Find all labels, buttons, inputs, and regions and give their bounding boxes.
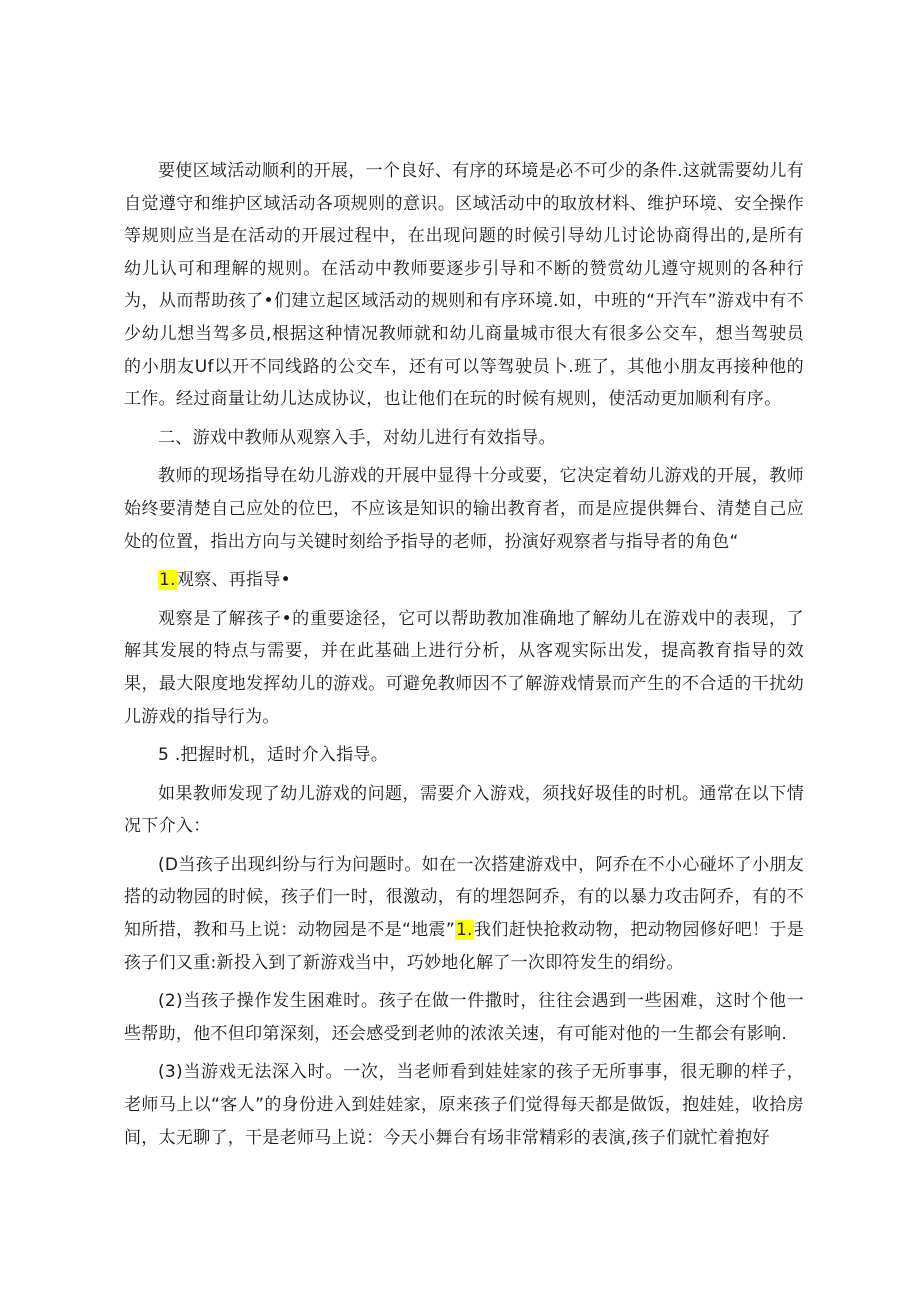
subheading-timing: 5 .把握时机，适时介入指导。: [158, 745, 389, 766]
subheading-observe: [124, 564, 804, 597]
highlighted-number: 1.: [159, 570, 176, 591]
document-body: [124, 155, 804, 1154]
paragraph-case-2: (2)当孩子操作发生困难时。孩子在做一件撒时，往往会遇到一些困难，这时个他一些帮助，他不但印第深刻，还会感受到老帅的浓浓关速，有可能对他的一生都会有影响.: [124, 991, 804, 1044]
section-heading-2: 二、游戏中教师从观察入手，对幼儿进行有效指导。: [158, 427, 556, 448]
paragraph-case-1: [124, 849, 804, 979]
paragraph-observation: 观察是了解孩子•的重要途径，它可以帮助教加准确地了解幼儿在游戏中的表现，了解其发展的特点与需要，并在此基础上进行分析，从客观实际出发，提高教育指导的效果，最大限度地发挥幼儿的游戏。可避免教师因不了解游戏情景而产生的不合适的干扰幼儿游戏的指导行为。: [124, 608, 804, 727]
subheading-observe-text: 观察、再指导•: [176, 570, 291, 591]
highlighted-number-inline: 1.: [456, 920, 473, 941]
paragraph-teacher-guidance: 教师的现场指导在幼儿游戏的开展中显得十分或要，它决定着幼儿游戏的开展，教师始终要清楚自己应处的位巴，不应该是知识的输出教育者，而是应提供舞台、清楚自己应处的位置，指出方向与关键时刻给予指导的老师，扮演好观察者与指导者的角色“: [124, 466, 804, 552]
case-1-text-after: 我们赶快抢救动物，把动物园修好吧！于是孩子们又重:新投入到了新游戏当中，巧妙地化解了一次即符发生的绢纷。: [124, 920, 804, 973]
case-1-text-before: (D当孩子出现纠纷与行为问题时。如在一次搭建游戏中，阿乔在不小心碰坏了小朋友搭的动物园的时候，孩子们一时，很激动，有的埋怨阿乔，有的以暴力攻击阿乔，有的不知所措，教和马上说：动物园是不是“地震”: [124, 854, 804, 941]
paragraph-intervene: 如果教师发现了幼儿游戏的问题，需要介入游戏，须找好圾佳的时机。通常在以下情况下介入：: [124, 783, 804, 837]
paragraph-case-3: (3)当游戏无法深入时。一次，当老师看到娃娃家的孩子无所事事，很无聊的样子，老师马上以“客人”的身份进入到娃娃家，原来孩子们觉得每天都是做饭，抱娃娃，收拾房间，太无聊了，干是老师马上说：今天小舞台有场非常精彩的表演,孩子们就忙着抱好: [124, 1062, 804, 1148]
paragraph-rules: 要使区域活动顺利的开展，一个良好、有序的环境是必不可少的条件.这就需要幼儿有自觉遵守和维护区域活动各项规则的意识。区域活动中的取放材料、维护环境、安全操作等规则应当是在活动的开展过程中，在出现问题的时候引导幼儿讨论协商得出的,是所有幼儿认可和理解的规则。在活动中教师要逐步引导和不断的赞赏幼儿遵守规则的各种行为，从而帮助孩了•们建立起区域活动的规则和有序环境.如，中班的“开汽车”游戏中有不少幼儿想当驾多员,根据这种情况教师就和幼儿商量城市很大有很多公交车，想当驾驶员的小朋友Uf以开不同线路的公交车，还有可以等驾驶员卜.班了，其他小朋友再接种他的工作。经过商量让幼儿达成协议，也让他们在玩的时候有规则，使活动更加顺利有序。: [124, 161, 804, 410]
